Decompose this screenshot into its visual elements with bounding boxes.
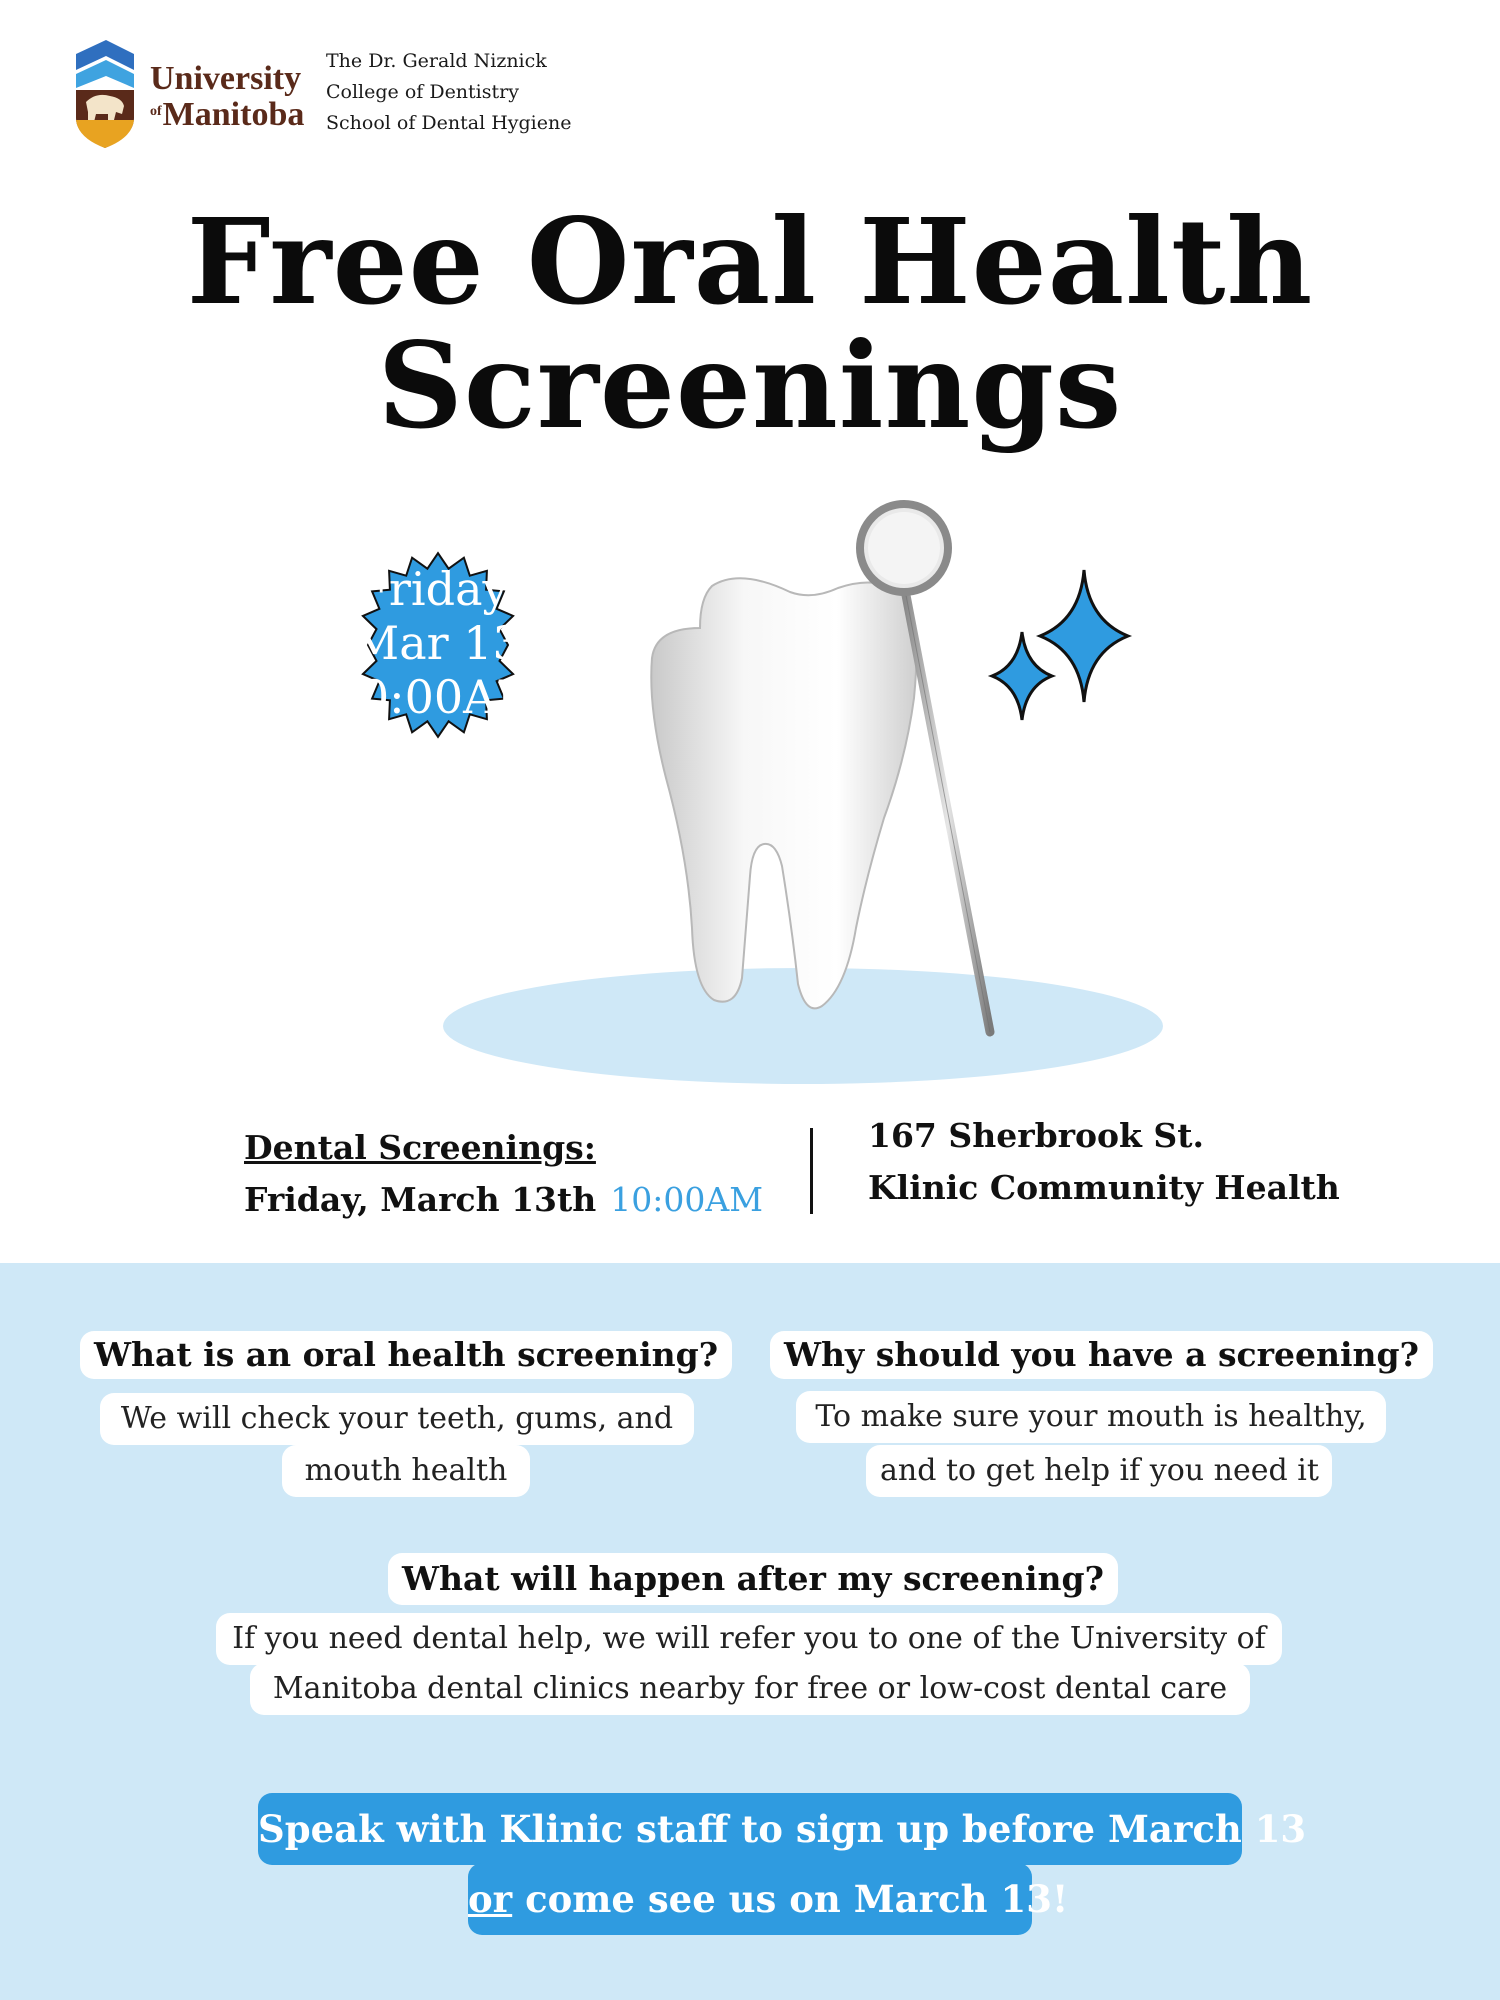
details-address: 167 Sherbrook St. (868, 1116, 1204, 1155)
hero-graphic (0, 470, 1500, 1110)
faq-answer-2-line-2: and to get help if you need it (866, 1445, 1332, 1497)
shield-logo-icon (72, 40, 138, 150)
university-wordmark-line2: Manitoba (162, 96, 305, 133)
faq-answer-1-line-2: mouth health (282, 1445, 530, 1497)
university-wordmark-line1: University (150, 60, 302, 97)
cta-line-2-rest: come see us on March 13! (512, 1877, 1069, 1921)
faq-answer-3-line-2: Manitoba dental clinics nearby for free or low-cost dental care (250, 1663, 1250, 1715)
cta-line-1: Speak with Klinic staff to sign up before March 13 (258, 1793, 1242, 1865)
sparkle-icon (992, 570, 1128, 720)
faq-answer-2-line-1: To make sure your mouth is healthy, (796, 1391, 1386, 1443)
faq-question-1: What is an oral health screening? (80, 1331, 732, 1379)
faq-answer-1-line-1: We will check your teeth, gums, and (100, 1393, 694, 1445)
cta-line-2 (468, 1863, 1069, 1935)
faq-section (0, 1263, 1500, 2000)
university-logo (72, 40, 612, 150)
title-line-1: Free Oral Health (186, 192, 1314, 331)
cta-or: or (468, 1877, 513, 1921)
college-line-1: The Dr. Gerald Niznick (326, 50, 547, 72)
university-wordmark (150, 62, 304, 132)
details-divider (810, 1128, 813, 1214)
details-heading: Dental Screenings: (244, 1128, 596, 1167)
college-line-3: School of Dental Hygiene (326, 112, 572, 134)
event-details (0, 1110, 1500, 1230)
badge-line-2: Mar 13 (352, 616, 522, 670)
tooth-icon (651, 578, 916, 1008)
event-where (868, 1110, 1340, 1214)
event-when (244, 1122, 763, 1226)
university-wordmark-of: of (150, 104, 162, 119)
badge-line-3: 10:00AM (330, 670, 544, 724)
details-location: Klinic Community Health (868, 1168, 1340, 1207)
faq-question-2: Why should you have a screening? (770, 1331, 1433, 1379)
faq-question-3: What will happen after my screening? (388, 1553, 1118, 1605)
hero-illustration (0, 470, 1500, 1110)
details-time: 10:00AM (610, 1180, 763, 1219)
badge-line-1: Friday, (357, 562, 517, 616)
faq-answer-3-line-1: If you need dental help, we will refer you to one of the University of (216, 1613, 1282, 1665)
page-title (0, 192, 1500, 455)
college-line-2: College of Dentistry (326, 81, 519, 103)
title-line-2: Screenings (377, 316, 1123, 455)
date-badge (252, 562, 622, 724)
details-date: Friday, March 13th (244, 1180, 597, 1219)
college-name (326, 46, 571, 139)
